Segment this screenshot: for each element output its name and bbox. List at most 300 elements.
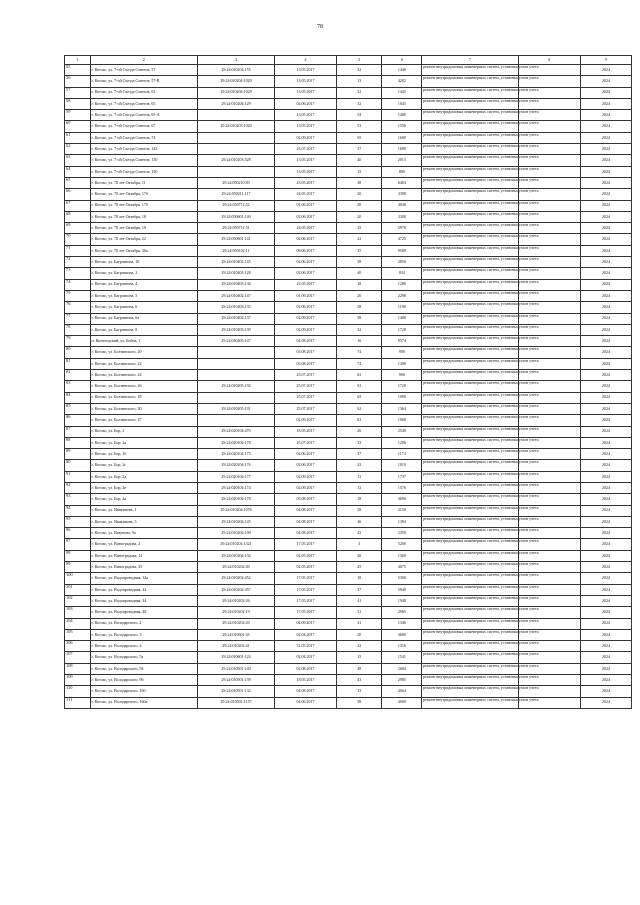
table-row [65,336,632,347]
value-cell: 2298 [382,290,422,301]
address-cell: г. Котлас, ул. Бор, 2д [90,471,198,482]
area-cell: 40 [337,268,382,279]
date-cell: 17.05.2017 [274,573,336,584]
row-number-cell: 61 [65,132,91,143]
row-number-cell: 59 [65,110,91,121]
cadastral-number-cell: 29:24:050211:117 [198,189,275,200]
value-cell: 1300 [382,358,422,369]
date-cell: 02.04.2017 [274,652,336,663]
table-row [65,121,632,132]
cadastral-number-cell: 29:24:010205:192 [198,381,275,392]
table-row [65,426,632,437]
date-cell: 13.05.2017 [274,76,336,87]
year-cell: 2024 [580,144,631,155]
work-description-cell: ремонт внутридомовых инженерных систем, установка узлов учета [422,211,518,222]
column-header: 3 [198,56,275,65]
table-row [65,132,632,143]
row-number-cell: 105 [65,629,91,640]
work-description-cell: ремонт внутридомовых инженерных систем, установка узлов учета [422,403,518,414]
work-description-cell: ремонт внутридомовых инженерных систем, установка узлов учета [422,234,518,245]
area-cell: 74 [337,347,382,358]
date-cell: 25.07.2017 [274,370,336,381]
value-cell: 4075 [382,562,422,573]
value-cell: 1010 [382,460,422,471]
row-number-cell: 82 [65,370,91,381]
year-cell: 2024 [580,426,631,437]
work-description-cell: ремонт внутридомовых инженерных систем, установка узлов учета [422,697,518,708]
work-description-cell: ремонт внутридомовых инженерных систем, установка узлов учета [422,675,518,686]
date-cell: 13.05.2017 [274,155,336,166]
row-number-cell: 75 [65,290,91,301]
cadastral-number-cell: 29:24:050601:141 [198,234,275,245]
date-cell: 24.05.2017 [274,189,336,200]
value-cell: 1541 [382,652,422,663]
row-number-cell: 73 [65,268,91,279]
table-row [65,279,632,290]
date-cell: 04.08.2017 [274,686,336,697]
address-cell: г. Котлас, ул. Болтинского, 20 [90,347,198,358]
cadastral-number-cell: 29:24:010203:1020 [198,121,275,132]
date-cell: 02.06.2017 [274,268,336,279]
work-description-cell: ремонт внутридомовых инженерных систем, установка узлов учета [422,471,518,482]
value-cell: 1446 [382,65,422,76]
address-cell: г. Котлас, ул. Болтинского, 28 [90,392,198,403]
cadastral-number-cell: 29:24:050711:52 [198,200,275,211]
date-cell: 02.06.2017 [274,257,336,268]
row-number-cell: 85 [65,403,91,414]
cadastral-number-cell: 29:24:010204:1029 [198,87,275,98]
year-cell: 2024 [580,562,631,573]
cadastral-number-cell: 29:24:010403:139 [198,324,275,335]
row-number-cell: 93 [65,494,91,505]
row-number-cell: 95 [65,516,91,527]
table-row [65,245,632,256]
value-cell: 1556 [382,121,422,132]
address-cell: г. Котлас, ул. Болтинского, 47 [90,415,198,426]
cadastral-number-cell: 29:24:010202:452 [198,573,275,584]
cadastral-number-cell: 29:24:050102:11 [198,245,275,256]
value-cell: 1600 [382,132,422,143]
address-cell: г. Котлас, ул. Багратиона, 8 [90,324,198,335]
value-cell: 9574 [382,336,422,347]
date-cell: 13.05.2017 [274,121,336,132]
column-header: 8 [518,56,580,65]
value-cell: 5300 [382,573,422,584]
year-cell: 2024 [580,539,631,550]
area-cell: 25 [337,562,382,573]
year-cell: 2024 [580,245,631,256]
work-description-cell: ремонт внутридомовых инженерных систем, установка узлов учета [422,652,518,663]
value-cell: 1000 [382,392,422,403]
cadastral-number-cell: 29:24:010204:1321 [198,539,275,550]
cadastral-number-cell: 29:24:050210:83 [198,177,275,188]
cadastral-number-cell [198,110,275,121]
area-cell: 48 [337,663,382,674]
cadastral-number-cell: 29:24:010204:145 [198,516,275,527]
cadastral-number-cell: 29:24:010402:145 [198,257,275,268]
date-cell: 22.05.2017 [274,279,336,290]
year-cell: 2024 [580,200,631,211]
value-cell: 1100 [382,302,422,313]
address-cell: г. Котлас, ул. Бор, 2е [90,482,198,493]
area-cell: 37 [337,584,382,595]
area-cell: 40 [337,155,382,166]
table-row [65,629,632,640]
table-row [65,460,632,471]
year-cell: 2024 [580,290,631,301]
cadastral-number-cell: 29:24:020104:174 [198,482,275,493]
row-number-cell: 90 [65,460,91,471]
work-description-cell: ремонт внутридомовых инженерных систем, установка узлов учета [422,155,518,166]
year-cell: 2024 [580,132,631,143]
address-cell: г. Котлас, ул. 7-ой Съезда Советов, 150 [90,155,198,166]
year-cell: 2024 [580,641,631,652]
address-cell: г. Котлас, ул. 7-ой Съезда Советов, 57 [90,65,198,76]
area-cell: 43 [337,675,382,686]
cadastral-number-cell: 29:24:010204:155 [198,65,275,76]
year-cell: 2024 [580,415,631,426]
date-cell: 02.09.2017 [274,132,336,143]
area-cell: 13 [337,471,382,482]
date-cell: 25.07.2017 [274,437,336,448]
address-cell: г. Котлас, ул. Багратиона, 10 [90,257,198,268]
area-cell: 26 [337,426,382,437]
table-row [65,505,632,516]
value-cell: 2540 [382,426,422,437]
cadastral-number-cell: 29:24:010202:26 [198,595,275,606]
work-description-cell: ремонт внутридомовых инженерных систем, установка узлов учета [422,257,518,268]
row-number-cell: 108 [65,663,91,674]
table-row [65,675,632,686]
address-cell: г. Котлас, ул. 70 лет Октября, 18 [90,211,198,222]
work-description-cell: ремонт внутридомовых инженерных систем, установка узлов учета [422,516,518,527]
cadastral-number-cell [198,415,275,426]
date-cell: 01.06.2017 [274,200,336,211]
date-cell: 18.05.2017 [274,675,336,686]
table-row [65,550,632,561]
value-cell: 5940 [382,584,422,595]
area-cell: 41 [337,618,382,629]
area-cell: 37 [337,144,382,155]
date-cell: 02.06.2017 [274,98,336,109]
work-description-cell: ремонт внутридомовых инженерных систем, установка узлов учета [422,562,518,573]
table-row [65,482,632,493]
year-cell: 2024 [580,98,631,109]
address-cell: г. Котлас, ул. 7-ой Съезда Советов, 74 [90,132,198,143]
row-number-cell: 102 [65,595,91,606]
table-row [65,437,632,448]
area-cell: 18 [337,494,382,505]
column-header: 1 [65,56,91,65]
date-cell: 02.04.2017 [274,629,336,640]
row-number-cell: 91 [65,471,91,482]
table-row [65,641,632,652]
date-cell: 03.08.2017 [274,494,336,505]
row-number-cell: 100 [65,573,91,584]
cadastral-number-cell: 29:24:010204:1076 [198,505,275,516]
row-number-cell: 87 [65,426,91,437]
year-cell: 2024 [580,121,631,132]
value-cell: 2684 [382,663,422,674]
value-cell: 1445 [382,87,422,98]
date-cell: 25.07.2017 [274,381,336,392]
column-header-row [65,56,632,65]
area-cell: 38 [337,177,382,188]
row-number-cell: 69 [65,223,91,234]
value-cell: 4064 [382,686,422,697]
year-cell: 2024 [580,155,631,166]
row-number-cell: 83 [65,381,91,392]
year-cell: 2024 [580,482,631,493]
work-description-cell: ремонт внутридомовых инженерных систем, установка узлов учета [422,641,518,652]
cadastral-number-cell: 29:24:010202:19 [198,607,275,618]
address-cell: г. Котлас, ул. 70 лет Октября, 22 [90,234,198,245]
date-cell: 17.05.2017 [274,584,336,595]
date-cell: 17.05.2017 [274,539,336,550]
year-cell: 2024 [580,516,631,527]
area-cell: 38 [337,257,382,268]
table-row [65,358,632,369]
value-cell: 900 [382,347,422,358]
table-row [65,87,632,98]
year-cell: 2024 [580,76,631,87]
area-cell: 37 [337,449,382,460]
table-row [65,268,632,279]
table-row [65,516,632,527]
work-description-cell: ремонт внутридомовых инженерных систем, установка узлов учета [422,76,518,87]
year-cell: 2024 [580,652,631,663]
area-cell: 53 [337,121,382,132]
year-cell: 2024 [580,313,631,324]
year-cell: 2024 [580,528,631,539]
date-cell: 02.06.2017 [274,211,336,222]
cadastral-number-cell: 29:24:020104:175 [198,449,275,460]
table-row [65,539,632,550]
date-cell: 01.09.2017 [274,290,336,301]
date-cell: 04.08.2017 [274,336,336,347]
year-cell: 2024 [580,257,631,268]
area-cell: 3 [337,539,382,550]
cadastral-number-cell: 29:24:010204:199 [198,528,275,539]
work-description-cell: ремонт внутридомовых инженерных систем, установка узлов учета [422,313,518,324]
area-cell: 15 [337,245,382,256]
address-cell: г. Котлас, ул. 7-ой Съезда Советов, 142 [90,144,198,155]
cadastral-number-cell: 29:24:030405:147 [198,336,275,347]
date-cell: 13.05.2017 [274,87,336,98]
date-cell: 02.09.2017 [274,324,336,335]
address-cell: г. Котлас, ул. Водопроводная, 48 [90,607,198,618]
row-number-cell: 78 [65,324,91,335]
work-description-cell: ремонт внутридомовых инженерных систем, установка узлов учета [422,87,518,98]
row-number-cell: 60 [65,121,91,132]
area-cell: 38 [337,697,382,708]
year-cell: 2024 [580,324,631,335]
value-cell: 834 [382,268,422,279]
table-row [65,403,632,414]
date-cell: 25.07.2017 [274,392,336,403]
year-cell: 2024 [580,686,631,697]
cadastral-number-cell: 29:24:020104:178 [198,437,275,448]
area-cell: 16 [337,336,382,347]
cadastral-number-cell: 29:24:010204:129 [198,98,275,109]
row-number-cell: 88 [65,437,91,448]
address-cell: г. Котлас, ул. Бор, 2а [90,437,198,448]
area-cell: 18 [337,279,382,290]
work-description-cell: ремонт внутридомовых инженерных систем, установка узлов учета [422,392,518,403]
column-header: 7 [422,56,518,65]
value-cell: 2350 [382,528,422,539]
value-cell: 2850 [382,257,422,268]
year-cell: 2024 [580,618,631,629]
value-cell: 800 [382,166,422,177]
area-cell: 46 [337,516,382,527]
area-cell: 12 [337,482,382,493]
work-description-cell: ремонт внутридомовых инженерных систем, установка узлов учета [422,279,518,290]
address-cell: г. Котлас, ул. Багратиона, 6а [90,313,198,324]
area-cell: 15 [337,652,382,663]
date-cell: 31.05.2017 [274,641,336,652]
date-cell: 17.05.2017 [274,595,336,606]
year-cell: 2024 [580,211,631,222]
date-cell: 02.06.2017 [274,449,336,460]
date-cell: 04.08.2017 [274,505,336,516]
value-cell: 1576 [382,482,422,493]
date-cell: 02.06.2017 [274,234,336,245]
address-cell: г. Котлас, ул. Бор, 2г [90,460,198,471]
table-row [65,562,632,573]
work-description-cell: ремонт внутридомовых инженерных систем, установка узлов учета [422,144,518,155]
row-number-cell: 71 [65,245,91,256]
area-cell: 20 [337,629,382,640]
work-description-cell: ремонт внутридомовых инженерных систем, установка узлов учета [422,629,518,640]
value-cell: 2985 [382,675,422,686]
table-row [65,189,632,200]
cadastral-number-cell: 29:24:010501:132 [198,686,275,697]
year-cell: 2024 [580,449,631,460]
year-cell: 2024 [580,358,631,369]
table-row [65,584,632,595]
year-cell: 2024 [580,437,631,448]
address-cell: г. Котлас, ул. Бор, 2 [90,426,198,437]
cadastral-number-cell: 29:24:010403:135 [198,302,275,313]
address-cell: г. Котлас, ул. 7-ой Съезда Советов, 57-В [90,76,198,87]
year-cell: 2024 [580,302,631,313]
area-cell: 20 [337,200,382,211]
cadastral-number-cell: 29:24:010204:1020 [198,76,275,87]
table-row [65,381,632,392]
year-cell: 2024 [580,403,631,414]
table-row [65,686,632,697]
area-cell: 41 [337,595,382,606]
address-cell: г. Котлас, ул. Вязунова, 9а [90,528,198,539]
table-row [65,392,632,403]
year-cell: 2024 [580,550,631,561]
address-cell: г. Котлас, ул. Багратиона, 2 [90,268,198,279]
cadastral-number-cell: 29:24:020104:176 [198,460,275,471]
row-number-cell: 106 [65,641,91,652]
address-cell: г. Котлас, ул. 7-ой Съезда Советов, 65 [90,98,198,109]
date-cell: 17.05.2017 [274,607,336,618]
column-header: 2 [90,56,198,65]
table-row [65,98,632,109]
year-cell: 2024 [580,347,631,358]
year-cell: 2024 [580,234,631,245]
date-cell: 18.05.2017 [274,426,336,437]
row-number-cell: 107 [65,652,91,663]
date-cell: 02.09.2017 [274,482,336,493]
address-cell: п. Вычегодский, ул. Бойна, 1 [90,336,198,347]
area-cell: 63 [337,370,382,381]
row-number-cell: 64 [65,166,91,177]
area-cell: 62 [337,403,382,414]
row-number-cell: 68 [65,211,91,222]
table-row [65,234,632,245]
address-cell: г. Котлас, ул. Бор, 2б [90,449,198,460]
year-cell: 2024 [580,110,631,121]
date-cell: 02.09.2017 [274,471,336,482]
work-description-cell: ремонт внутридомовых инженерных систем, установка узлов учета [422,121,518,132]
value-cell: 1316 [382,641,422,652]
value-cell: 1000 [382,415,422,426]
address-cell: г. Котлас, ул. Багратиона, 4 [90,279,198,290]
area-cell: 31 [337,607,382,618]
row-number-cell: 94 [65,505,91,516]
table-row [65,155,632,166]
table-row [65,302,632,313]
cadastral-number-cell: 29:24:010601:124 [198,652,275,663]
work-description-cell: ремонт внутридомовых инженерных систем, установка узлов учета [422,189,518,200]
value-cell: 3398 [382,189,422,200]
work-description-cell: ремонт внутридомовых инженерных систем, установка узлов учета [422,607,518,618]
work-description-cell: ремонт внутридомовых инженерных систем, установка узлов учета [422,166,518,177]
value-cell: 1364 [382,403,422,414]
area-cell: 74 [337,358,382,369]
value-cell: 4000 [382,697,422,708]
cadastral-number-cell: 29:24:010402:137 [198,313,275,324]
area-cell: 65 [337,392,382,403]
table-row [65,595,632,606]
address-cell: г. Котлас, ул. 7-ой Съезда Советов, 63 [90,87,198,98]
cadastral-number-cell: 29:24:010403:136 [198,279,275,290]
row-number-cell: 99 [65,562,91,573]
register-table [64,55,632,709]
table-row [65,494,632,505]
work-description-cell: ремонт внутридомовых инженерных систем, установка узлов учета [422,550,518,561]
area-cell: 63 [337,415,382,426]
table-row [65,177,632,188]
table-row [65,313,632,324]
value-cell: 1400 [382,313,422,324]
work-description-cell: ремонт внутридомовых инженерных систем, установка узлов учета [422,336,518,347]
address-cell: г. Котлас, ул. Володарского, 160 [90,686,198,697]
year-cell: 2024 [580,595,631,606]
address-cell: г. Котлас, ул. Володарского, 5а [90,652,198,663]
table-row [65,144,632,155]
year-cell: 2024 [580,663,631,674]
page-number: 78 [317,24,323,30]
year-cell: 2024 [580,629,631,640]
work-description-cell: ремонт внутридомовых инженерных систем, установка узлов учета [422,381,518,392]
value-cell: 1360 [382,550,422,561]
year-cell: 2024 [580,177,631,188]
table-row [65,652,632,663]
table-row [65,415,632,426]
table-row [65,618,632,629]
area-cell: 22 [337,234,382,245]
value-cell: 1346 [382,618,422,629]
address-cell: г. Котлас, ул. Водопроводная, 42 [90,584,198,595]
cadastral-number-cell [198,358,275,369]
